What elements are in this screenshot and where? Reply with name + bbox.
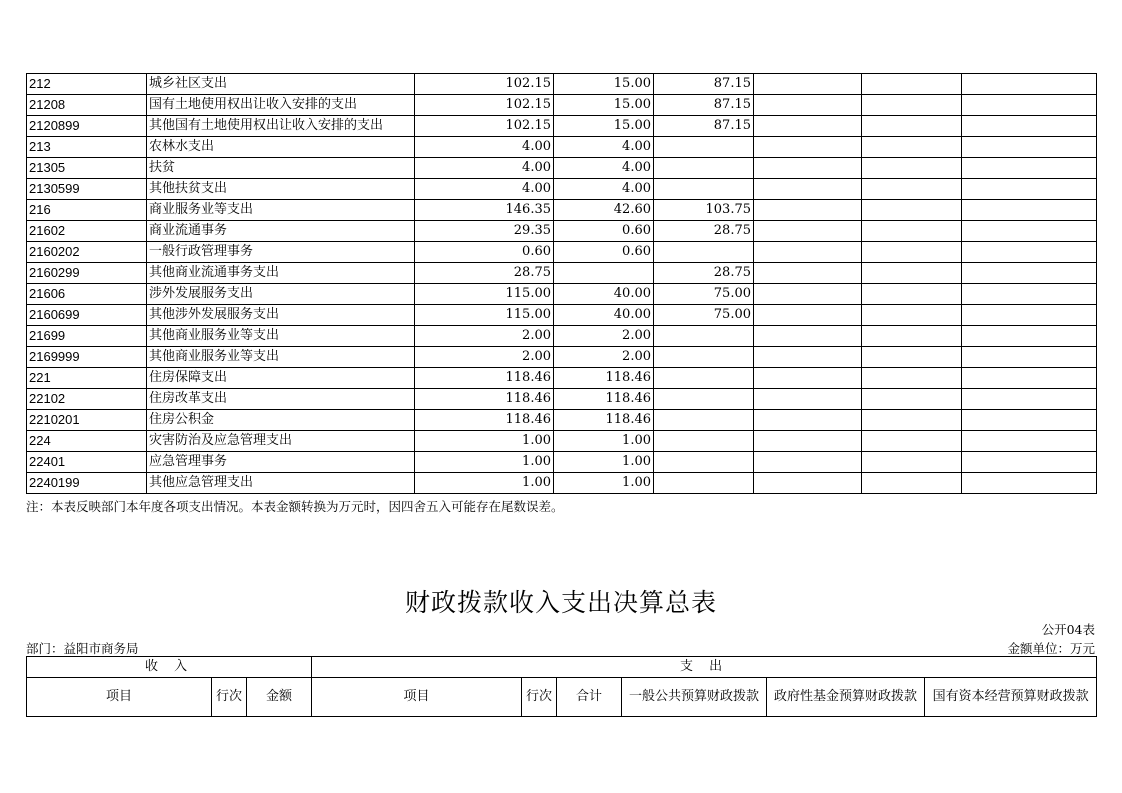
- row-basic: 0.60: [554, 221, 654, 242]
- row-basic: 4.00: [554, 158, 654, 179]
- row-total: 118.46: [415, 389, 554, 410]
- row-project: [654, 389, 754, 410]
- table-row: [27, 179, 1097, 200]
- row-empty: [962, 305, 1097, 326]
- row-code: 22102: [27, 389, 147, 410]
- row-empty: [754, 284, 862, 305]
- row-empty: [962, 200, 1097, 221]
- row-name: 农林水支出: [147, 137, 415, 158]
- table-row: [27, 452, 1097, 473]
- table-row: [27, 242, 1097, 263]
- row-empty: [862, 284, 962, 305]
- row-empty: [754, 305, 862, 326]
- row-code: 2120899: [27, 116, 147, 137]
- row-code: 2160202: [27, 242, 147, 263]
- table-row: [27, 116, 1097, 137]
- row-name: 住房保障支出: [147, 368, 415, 389]
- row-code: 2160699: [27, 305, 147, 326]
- table-row: [27, 284, 1097, 305]
- income-header: 收 入: [27, 657, 312, 678]
- row-empty: [962, 263, 1097, 284]
- row-total: 118.46: [415, 368, 554, 389]
- row-project: 28.75: [654, 221, 754, 242]
- row-empty: [862, 221, 962, 242]
- row-total: 102.15: [415, 74, 554, 95]
- row-code: 216: [27, 200, 147, 221]
- row-name: 其他涉外发展服务支出: [147, 305, 415, 326]
- row-project: 87.15: [654, 74, 754, 95]
- income-row-header: 行次: [212, 678, 247, 717]
- row-empty: [862, 263, 962, 284]
- table-row: [27, 473, 1097, 494]
- row-project: [654, 179, 754, 200]
- general-budget-header: 一般公共预算财政拨款: [622, 678, 767, 717]
- row-project: 75.00: [654, 284, 754, 305]
- row-name: 涉外发展服务支出: [147, 284, 415, 305]
- row-basic: 2.00: [554, 326, 654, 347]
- row-empty: [962, 368, 1097, 389]
- table-note: 注：本表反映部门本年度各项支出情况。本表金额转换为万元时，因四舍五入可能存在尾数误差。: [26, 499, 564, 514]
- row-total: 29.35: [415, 221, 554, 242]
- row-total: 1.00: [415, 431, 554, 452]
- row-code: 224: [27, 431, 147, 452]
- row-project: [654, 242, 754, 263]
- row-empty: [962, 410, 1097, 431]
- gov-fund-header: 政府性基金预算财政拨款: [767, 678, 925, 717]
- row-empty: [754, 74, 862, 95]
- summary-table: [26, 656, 1097, 717]
- table-row: [27, 389, 1097, 410]
- row-basic: 2.00: [554, 347, 654, 368]
- row-empty: [754, 389, 862, 410]
- row-code: 221: [27, 368, 147, 389]
- row-empty: [862, 137, 962, 158]
- row-total: 115.00: [415, 284, 554, 305]
- row-name: 其他国有土地使用权出让收入安排的支出: [147, 116, 415, 137]
- row-empty: [754, 473, 862, 494]
- row-total: 4.00: [415, 137, 554, 158]
- row-empty: [862, 368, 962, 389]
- row-project: [654, 326, 754, 347]
- row-total: 102.15: [415, 116, 554, 137]
- table-row: [27, 221, 1097, 242]
- row-total: 4.00: [415, 179, 554, 200]
- row-code: 21208: [27, 95, 147, 116]
- row-empty: [962, 116, 1097, 137]
- row-empty: [862, 473, 962, 494]
- row-empty: [754, 326, 862, 347]
- table-row: [27, 368, 1097, 389]
- row-empty: [754, 368, 862, 389]
- row-code: 2240199: [27, 473, 147, 494]
- row-empty: [862, 431, 962, 452]
- row-empty: [962, 242, 1097, 263]
- row-name: 其他商业服务业等支出: [147, 326, 415, 347]
- row-total: 146.35: [415, 200, 554, 221]
- row-project: 28.75: [654, 263, 754, 284]
- row-name: 住房公积金: [147, 410, 415, 431]
- row-empty: [862, 116, 962, 137]
- table-row: [27, 158, 1097, 179]
- row-code: 213: [27, 137, 147, 158]
- table-row: [27, 95, 1097, 116]
- row-empty: [962, 74, 1097, 95]
- row-total: 28.75: [415, 263, 554, 284]
- row-total: 0.60: [415, 242, 554, 263]
- row-name: 住房改革支出: [147, 389, 415, 410]
- row-empty: [962, 158, 1097, 179]
- row-empty: [862, 179, 962, 200]
- row-empty: [962, 137, 1097, 158]
- row-basic: 118.46: [554, 410, 654, 431]
- table-row: [27, 326, 1097, 347]
- row-code: 2160299: [27, 263, 147, 284]
- table-row: [27, 137, 1097, 158]
- row-name: 其他应急管理支出: [147, 473, 415, 494]
- row-project: 75.00: [654, 305, 754, 326]
- row-name: 扶贫: [147, 158, 415, 179]
- row-project: [654, 368, 754, 389]
- row-total: 102.15: [415, 95, 554, 116]
- row-name: 其他商业流通事务支出: [147, 263, 415, 284]
- row-empty: [962, 452, 1097, 473]
- row-name: 其他扶贫支出: [147, 179, 415, 200]
- row-basic: 0.60: [554, 242, 654, 263]
- row-empty: [754, 347, 862, 368]
- row-basic: 118.46: [554, 389, 654, 410]
- row-empty: [962, 95, 1097, 116]
- row-code: 2210201: [27, 410, 147, 431]
- row-project: [654, 137, 754, 158]
- row-empty: [754, 95, 862, 116]
- row-basic: [554, 263, 654, 284]
- row-basic: 42.60: [554, 200, 654, 221]
- row-name: 一般行政管理事务: [147, 242, 415, 263]
- table-row: [27, 347, 1097, 368]
- row-total: 2.00: [415, 347, 554, 368]
- row-project: [654, 473, 754, 494]
- row-empty: [962, 431, 1097, 452]
- row-empty: [862, 410, 962, 431]
- row-basic: 15.00: [554, 116, 654, 137]
- row-empty: [962, 347, 1097, 368]
- row-name: 商业流通事务: [147, 221, 415, 242]
- row-total: 115.00: [415, 305, 554, 326]
- row-code: 21699: [27, 326, 147, 347]
- row-empty: [754, 158, 862, 179]
- row-project: 103.75: [654, 200, 754, 221]
- row-name: 灾害防治及应急管理支出: [147, 431, 415, 452]
- row-empty: [754, 221, 862, 242]
- row-empty: [962, 473, 1097, 494]
- row-project: [654, 347, 754, 368]
- table-row: [27, 263, 1097, 284]
- row-empty: [862, 200, 962, 221]
- row-project: [654, 452, 754, 473]
- row-code: 212: [27, 74, 147, 95]
- row-name: 应急管理事务: [147, 452, 415, 473]
- row-code: 21606: [27, 284, 147, 305]
- row-name: 其他商业服务业等支出: [147, 347, 415, 368]
- row-empty: [962, 221, 1097, 242]
- row-empty: [754, 452, 862, 473]
- row-empty: [754, 200, 862, 221]
- row-empty: [754, 137, 862, 158]
- row-empty: [962, 284, 1097, 305]
- row-empty: [862, 305, 962, 326]
- income-item-header: 项目: [27, 678, 212, 717]
- row-total: 2.00: [415, 326, 554, 347]
- income-amount-header: 金额: [247, 678, 312, 717]
- row-code: 22401: [27, 452, 147, 473]
- expense-header: 支 出: [312, 657, 1097, 678]
- row-empty: [862, 158, 962, 179]
- row-total: 1.00: [415, 452, 554, 473]
- expense-detail-table: [26, 73, 1097, 494]
- row-basic: 15.00: [554, 74, 654, 95]
- row-code: 21305: [27, 158, 147, 179]
- table-row: [27, 74, 1097, 95]
- row-empty: [862, 326, 962, 347]
- row-project: [654, 158, 754, 179]
- row-empty: [962, 179, 1097, 200]
- row-basic: 118.46: [554, 368, 654, 389]
- row-name: 城乡社区支出: [147, 74, 415, 95]
- row-empty: [962, 326, 1097, 347]
- row-empty: [862, 389, 962, 410]
- row-empty: [754, 431, 862, 452]
- row-empty: [754, 410, 862, 431]
- row-empty: [862, 95, 962, 116]
- row-project: [654, 410, 754, 431]
- row-code: 2169999: [27, 347, 147, 368]
- row-empty: [862, 242, 962, 263]
- row-project: 87.15: [654, 95, 754, 116]
- row-basic: 1.00: [554, 452, 654, 473]
- row-total: 1.00: [415, 473, 554, 494]
- amount-unit-label: 金额单位：万元: [1007, 641, 1095, 656]
- row-empty: [862, 347, 962, 368]
- row-basic: 15.00: [554, 95, 654, 116]
- state-capital-header: 国有资本经营预算财政拨款: [925, 678, 1097, 717]
- row-basic: 40.00: [554, 284, 654, 305]
- expense-item-header: 项目: [312, 678, 522, 717]
- row-name: 商业服务业等支出: [147, 200, 415, 221]
- row-project: 87.15: [654, 116, 754, 137]
- row-empty: [754, 116, 862, 137]
- row-name: 国有土地使用权出让收入安排的支出: [147, 95, 415, 116]
- row-basic: 4.00: [554, 179, 654, 200]
- row-total: 118.46: [415, 410, 554, 431]
- row-empty: [962, 389, 1097, 410]
- expense-total-header: 合计: [557, 678, 622, 717]
- row-total: 4.00: [415, 158, 554, 179]
- row-empty: [754, 179, 862, 200]
- table-row: [27, 431, 1097, 452]
- department-label: 部门：益阳市商务局: [26, 641, 139, 656]
- row-basic: 40.00: [554, 305, 654, 326]
- row-code: 21602: [27, 221, 147, 242]
- table-row: [27, 200, 1097, 221]
- expense-row-header: 行次: [522, 678, 557, 717]
- row-empty: [754, 242, 862, 263]
- row-basic: 4.00: [554, 137, 654, 158]
- row-empty: [754, 263, 862, 284]
- table-row: [27, 410, 1097, 431]
- row-empty: [862, 74, 962, 95]
- table-row: [27, 305, 1097, 326]
- row-project: [654, 431, 754, 452]
- row-basic: 1.00: [554, 431, 654, 452]
- row-code: 2130599: [27, 179, 147, 200]
- page-title: 财政拨款收入支出决算总表: [404, 588, 717, 617]
- row-empty: [862, 452, 962, 473]
- form-number: 公开04表: [1041, 622, 1095, 637]
- row-basic: 1.00: [554, 473, 654, 494]
